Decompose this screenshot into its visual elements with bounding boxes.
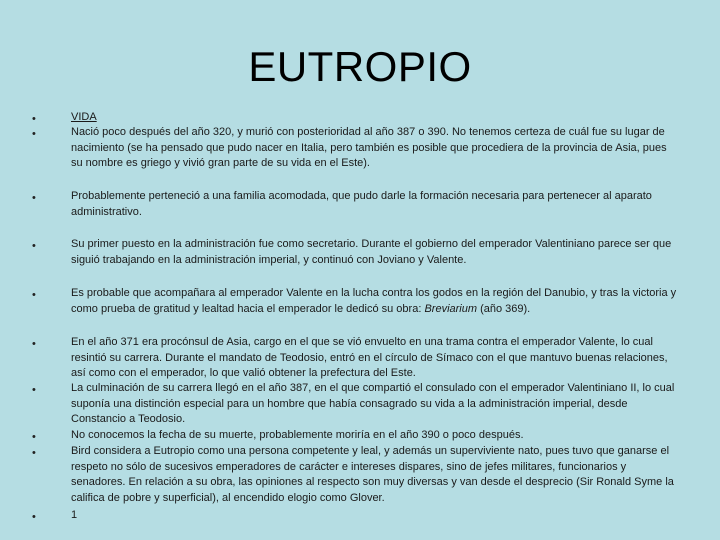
bullet-icon: •	[32, 240, 36, 252]
bullet-icon: •	[32, 128, 36, 140]
bullet-icon: •	[32, 447, 36, 459]
paragraph-death: No conocemos la fecha de su muerte, probablemente moriría en el año 390 o poco después.	[71, 429, 524, 441]
slide-title: EUTROPIO	[248, 43, 472, 90]
section-heading-vida: VIDA	[71, 111, 97, 123]
bullet-icon: •	[32, 113, 36, 125]
bullet-icon: •	[32, 289, 36, 301]
page-number: 1	[71, 509, 78, 521]
bullet-icon: •	[32, 192, 36, 204]
bullet-icon: •	[32, 384, 36, 396]
bullet-icon: •	[32, 431, 36, 443]
paragraph-consulate: La culminación de su carrera llegó en el año 387, en el que compartió el consulado con el emperador Valentiniano II, lo cual suponía una distinción especial para un hombre que había consagrado su vida a la administración imperial, desde Constancio a Teodosio.	[71, 382, 675, 425]
paragraph-breviarium	[71, 286, 681, 317]
paragraph-breviarium-text: Es probable que acompañara al emperador Valente en la lucha contra los godos en la región del Danubio, y tras la victoria y como prueba de gratitud y lealtad hacia el emperador le dedicó su obra:	[71, 287, 677, 315]
bullet-icon: •	[32, 511, 36, 523]
paragraph-birth: Nació poco después del año 320, y murió con posterioridad al año 387 o 390. No tenemos certeza de cuál fue su lugar de nacimiento (se ha pensado que pudo nacer en Italia, pero también es posible que procediera de la provincia de Asia, pues su nombre es griego y vivió gran parte de su vida en el Este).	[71, 126, 667, 169]
paragraph-bird-opinion: Bird considera a Eutropio como una persona competente y leal, y además un superviviente nato, pues tuvo que ganarse el respeto no sólo de sucesivos emperadores de carácter e intereses dispares, sino de jefes militares, funcionarios y senadores. En relación a su obra, las opiniones al respecto son muy diversas y van desde el desprecio (Sir Ronald Syme la califica de pobre y superficial), al encendido elogio como Glover.	[71, 445, 674, 504]
paragraph-family: Probablemente perteneció a una familia acomodada, que pudo darle la formación necesaria para pertenecer al aparato administrativo.	[71, 190, 652, 218]
work-title: Breviarium	[424, 302, 478, 315]
bullet-icon: •	[32, 338, 36, 350]
paragraph-proconsul: En el año 371 era procónsul de Asia, cargo en el que se vió envuelto en una trama contra el emperador Valente, lo cual resintió su carrera. Durante el mandato de Teodosio, entró en el círculo de Símaco con el que mantuvo buenas relaciones, así como con el emperador, lo que valió obtener la prefectura del Este.	[71, 336, 668, 379]
paragraph-breviarium-tail: (año 369).	[477, 302, 531, 315]
paragraph-first-post: Su primer puesto en la administración fue como secretario. Durante el gobierno del emperador Valentiniano parece ser que siguió trabajando en la administración imperial, y continuó con Joviano y Valente.	[71, 238, 672, 266]
